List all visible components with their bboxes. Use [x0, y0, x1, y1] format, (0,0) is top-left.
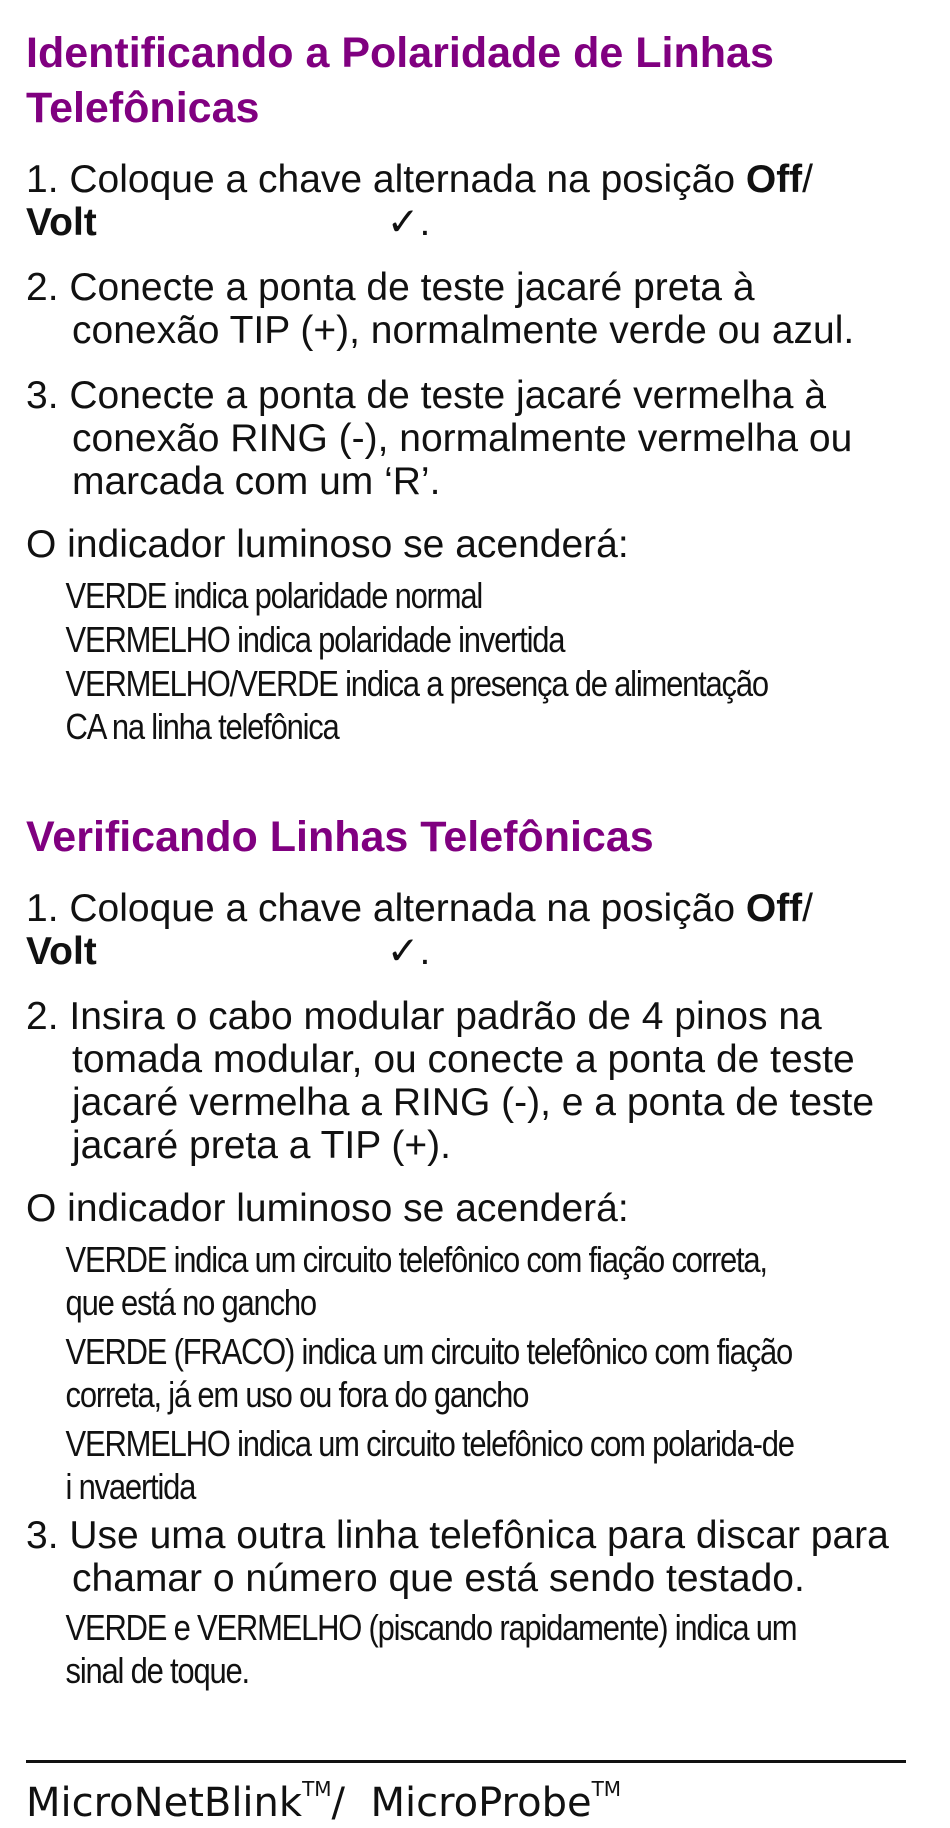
- step-number: 1.: [26, 158, 59, 201]
- step-slash: /: [802, 887, 814, 930]
- step-text: Conecte a ponta de teste jacaré preta à conexão TIP (+), normalmente verde ou azul.: [69, 266, 855, 352]
- step-end: .: [419, 930, 431, 973]
- condition-item: VERDE (FRACO) indica um circuito telefônico com fiação correta, já em uso ou fora do gancho: [65, 1331, 793, 1415]
- step-2: [26, 266, 906, 352]
- step-end: .: [419, 201, 431, 244]
- trademark-mark: TM: [302, 1777, 332, 1801]
- step-note: [26, 1606, 926, 1692]
- step-2: [26, 995, 906, 1167]
- step-3: [26, 1514, 906, 1600]
- step-note-text: VERDE e VERMELHO (piscando rapidamente) indica um sinal de toque.: [65, 1607, 797, 1691]
- step-1: [26, 158, 906, 244]
- section-title-verify: Verificando Linhas Telefônicas: [26, 813, 654, 861]
- step-bold-off: Off: [745, 158, 803, 201]
- step-number: 2.: [26, 266, 59, 309]
- step-number: 3.: [26, 374, 59, 417]
- step-text: Conecte a ponta de teste jacaré vermelha à conexão RING (-), normalmente vermelha ou marcada com um ‘R’.: [69, 374, 853, 503]
- condition-item: VERDE indica polaridade normal: [65, 575, 483, 616]
- condition-item: VERDE indica um circuito telefônico com fiação correta, que está no gancho: [65, 1239, 767, 1323]
- step-1: [26, 887, 906, 973]
- step-text: Coloque a chave alternada na posição: [69, 887, 746, 930]
- step-text: Coloque a chave alternada na posição: [69, 158, 746, 201]
- section-title-polarity: Identificando a Polaridade de Linhas Telefônicas: [26, 29, 774, 132]
- step-text: Use uma outra linha telefônica para discar para chamar o número que está sendo testado.: [69, 1514, 889, 1600]
- product-name-microprobe: MicroProbe: [370, 1780, 592, 1826]
- step-3: [26, 374, 906, 503]
- indicator-intro: O indicador luminoso se acenderá:: [26, 523, 629, 566]
- step-bold-volt: Volt: [26, 930, 97, 973]
- condition-item: VERMELHO indica um circuito telefônico com polarida-de i nvaertida: [65, 1423, 794, 1507]
- step-number: 1.: [26, 887, 59, 930]
- condition-item: VERMELHO indica polaridade invertida: [65, 619, 565, 660]
- footer-divider: [26, 1760, 906, 1763]
- footer-product-line: [26, 1764, 621, 1828]
- product-name-micronetblink: MicroNetBlink: [26, 1780, 303, 1826]
- section-polarity: [26, 26, 906, 748]
- step-number: 3.: [26, 1514, 59, 1557]
- check-icon: ✓: [386, 201, 420, 244]
- step-slash: /: [802, 158, 814, 201]
- footer-separator: /: [331, 1780, 346, 1826]
- step-bold-off: Off: [745, 887, 803, 930]
- section-verify: [26, 810, 906, 1692]
- step-number: 2.: [26, 995, 59, 1038]
- condition-item: VERMELHO/VERDE indica a presença de alimentação CA na linha telefônica: [65, 663, 768, 747]
- check-icon: ✓: [386, 930, 420, 973]
- condition-list: [26, 574, 926, 748]
- trademark-mark: TM: [591, 1777, 622, 1801]
- indicator-intro: O indicador luminoso se acenderá:: [26, 1187, 629, 1230]
- step-bold-volt: Volt: [26, 201, 97, 244]
- manual-page: [26, 26, 906, 1692]
- step-text: Insira o cabo modular padrão de 4 pinos na tomada modular, ou conecte a ponta de teste jacaré vermelha a RING (-), e a ponta de teste jacaré preta a TIP (+).: [69, 995, 875, 1167]
- condition-list: [26, 1238, 926, 1508]
